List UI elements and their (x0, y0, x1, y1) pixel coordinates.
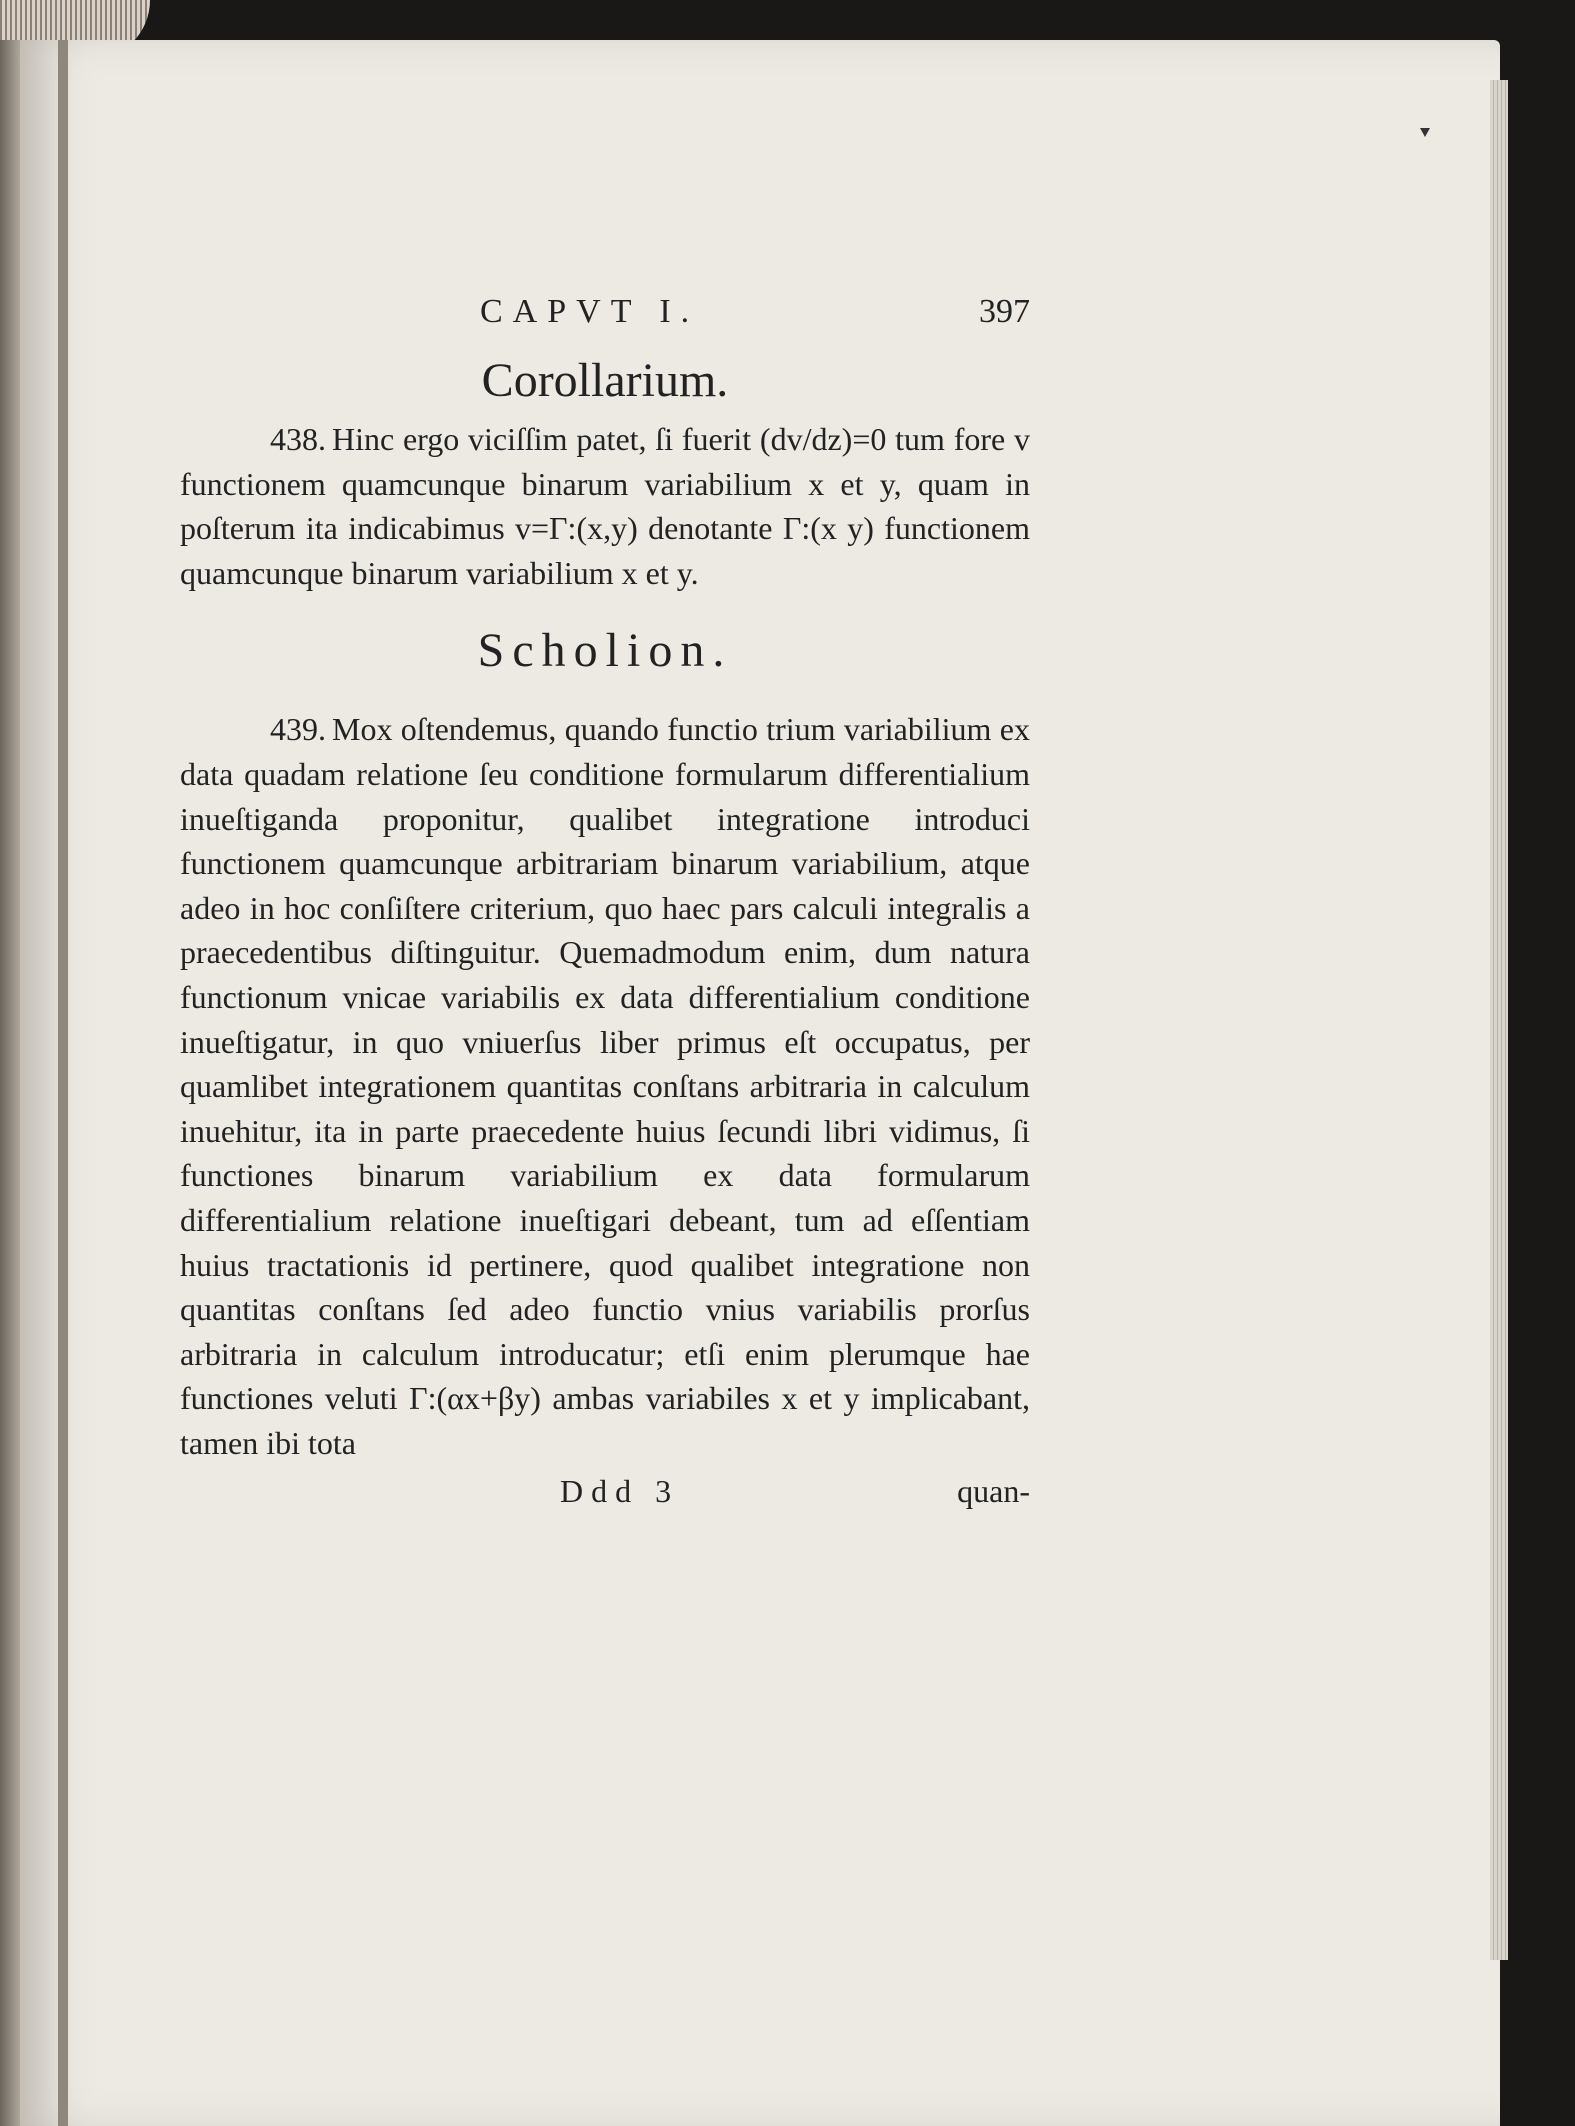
paragraph-text: Hinc ergo viciſſim patet, ſi fuerit (dv/dz)=0 tum fore v functionem quamcunque binarum variabilium x et y, quam in poſterum ita indicabimus v=Γ:(x,y) denotante Γ:(x y) functionem quamcunque binarum variabilium x et y. (180, 421, 1030, 591)
paragraph-text: Mox oſtendemus, quando functio trium variabilium ex data quadam relatione ſeu conditione formularum differentialium inueſtiganda proponitur, qualibet integratione introduci functionem quamcunque arbitrariam binarum variabilium, atque adeo in hoc conſiſtere criterium, quo haec pars calculi integralis a praecedentibus diſtinguitur. Quemadmodum enim, dum natura functionum vnicae variabilis ex data differentialium conditione inueſtigatur, in quo vniuerſus liber primus eſt occupatus, per quamlibet integrationem quantitas conſtans arbitraria in calculum inuehitur, ita in parte praecedente huius ſecundi libri vidimus, ſi functiones binarum variabilium ex data formularum differentialium relatione inueſtigari debeant, tum ad eſſentiam huius tractationis id pertinere, quod qualibet integratione non quantitas conſtans ſed adeo functio vnius variabilis prorſus arbitraria in calculum introducatur; etſi enim plerumque hae functiones veluti Γ:(αx+βy) ambas variabiles x et y implicabant, tamen ibi tota (180, 711, 1030, 1461)
page-fore-edge (1490, 80, 1508, 1960)
running-head (180, 285, 1030, 345)
text-block (180, 285, 1030, 1523)
section-heading-corollarium: Corollarium. (481, 354, 729, 407)
paragraph-number: 438. (270, 421, 326, 457)
section-heading-scholion: Scholion. (477, 624, 733, 678)
catchword: quan- (957, 1473, 1030, 1510)
paragraph-number: 439. (270, 711, 326, 748)
paragraph-439 (180, 707, 1030, 1465)
page-footer (180, 1473, 1030, 1523)
running-head-title: CAPVT I. (480, 293, 700, 330)
page-number: 397 (979, 293, 1030, 330)
signature-mark: Ddd 3 (560, 1473, 680, 1510)
margin-mark-icon (1420, 128, 1430, 137)
book-gutter (58, 40, 68, 2126)
paragraph-438 (180, 417, 1030, 595)
